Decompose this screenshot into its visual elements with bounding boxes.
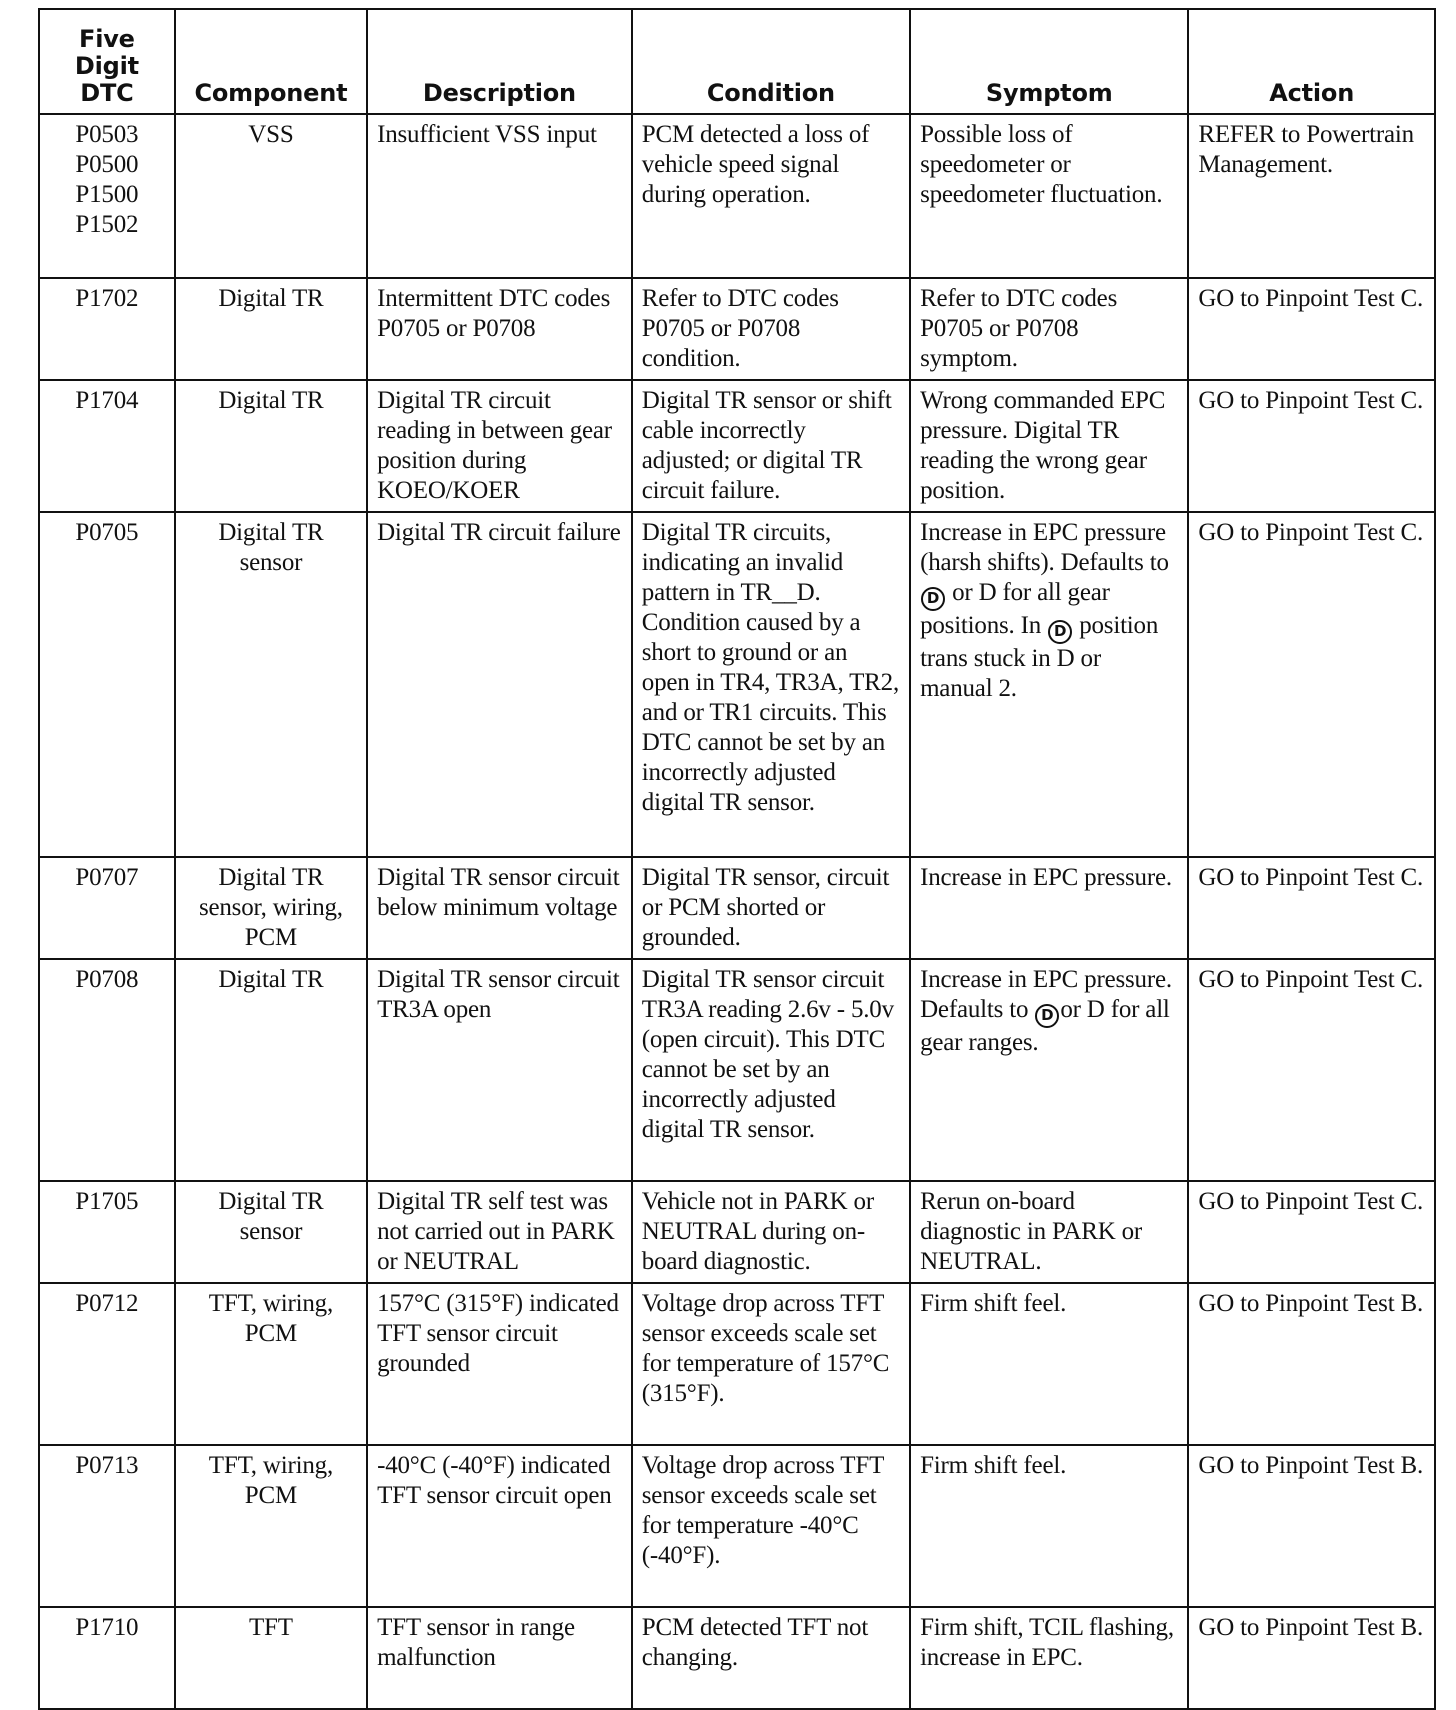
component-cell: TFT xyxy=(175,1607,367,1709)
component-cell: Digital TR xyxy=(175,278,367,380)
table-row xyxy=(39,1181,1435,1283)
symptom-text: Increase in EPC pressure (harsh shifts). Defaults to xyxy=(920,519,1169,576)
action-cell: GO to Pinpoint Test B. xyxy=(1188,1445,1435,1607)
dtc-code: P1710 xyxy=(75,1614,139,1641)
table-row xyxy=(39,278,1435,380)
header-symptom: Symptom xyxy=(910,9,1188,114)
condition-cell: Vehicle not in PARK or NEUTRAL during on-board diagnostic. xyxy=(632,1181,910,1283)
condition-cell: Digital TR circuits, indicating an invalid pattern in TR__D. Condition caused by a short to ground or an open in TR4, TR3A, TR2, and or TR1 circuits. This DTC cannot be set by an incorrectly adjusted digital TR sensor. xyxy=(632,512,910,857)
dtc-code: P0500 xyxy=(75,151,139,178)
dtc-code: P0708 xyxy=(75,966,139,993)
component-cell: Digital TR xyxy=(175,380,367,512)
component-cell: Digital TR sensor, wiring, PCM xyxy=(175,857,367,959)
symptom-cell xyxy=(910,512,1188,857)
overdrive-symbol-icon: D xyxy=(1035,1004,1059,1028)
dtc-code-cell xyxy=(39,1181,175,1283)
table-row xyxy=(39,1607,1435,1709)
component-cell: Digital TR xyxy=(175,959,367,1181)
dtc-code: P1500 xyxy=(75,181,139,208)
symptom-text: or D for all gear ranges. xyxy=(920,996,1170,1056)
table-row xyxy=(39,1445,1435,1607)
condition-cell: PCM detected a loss of vehicle speed signal during operation. xyxy=(632,114,910,278)
dtc-code: P1704 xyxy=(75,387,139,414)
dtc-code-cell xyxy=(39,114,175,278)
description-cell: Digital TR circuit reading in between gear position during KOEO/KOER xyxy=(367,380,632,512)
symptom-text: Increase in EPC pressure. Defaults to xyxy=(920,966,1172,1023)
description-cell: Intermittent DTC codes P0705 or P0708 xyxy=(367,278,632,380)
condition-cell: Voltage drop across TFT sensor exceeds scale set for temperature of 157°C (315°F). xyxy=(632,1283,910,1445)
dtc-code-cell xyxy=(39,380,175,512)
dtc-chart-page xyxy=(38,8,1436,1710)
action-cell: GO to Pinpoint Test C. xyxy=(1188,959,1435,1181)
component-cell: TFT, wiring, PCM xyxy=(175,1283,367,1445)
overdrive-symbol-icon: D xyxy=(921,587,945,611)
condition-cell: Digital TR sensor, circuit or PCM shorted or grounded. xyxy=(632,857,910,959)
symptom-cell: Rerun on-board diagnostic in PARK or NEUTRAL. xyxy=(910,1181,1188,1283)
dtc-code-cell xyxy=(39,1607,175,1709)
symptom-cell: Refer to DTC codes P0705 or P0708 symptom. xyxy=(910,278,1188,380)
symptom-text: position trans stuck in D or manual 2. xyxy=(920,612,1159,702)
header-condition: Condition xyxy=(632,9,910,114)
dtc-code: P0707 xyxy=(75,864,139,891)
dtc-code: P1705 xyxy=(75,1188,139,1215)
condition-cell: PCM detected TFT not changing. xyxy=(632,1607,910,1709)
action-cell: GO to Pinpoint Test C. xyxy=(1188,278,1435,380)
description-cell: 157°C (315°F) indicated TFT sensor circuit grounded xyxy=(367,1283,632,1445)
description-cell: Insufficient VSS input xyxy=(367,114,632,278)
symptom-cell xyxy=(910,959,1188,1181)
header-component: Component xyxy=(175,9,367,114)
dtc-code-cell xyxy=(39,1445,175,1607)
table-row xyxy=(39,512,1435,857)
header-action: Action xyxy=(1188,9,1435,114)
action-cell: GO to Pinpoint Test C. xyxy=(1188,380,1435,512)
dtc-code: P0503 xyxy=(75,121,139,148)
dtc-code: P0712 xyxy=(75,1290,139,1317)
description-cell: TFT sensor in range malfunction xyxy=(367,1607,632,1709)
symptom-cell: Firm shift feel. xyxy=(910,1283,1188,1445)
dtc-code-cell xyxy=(39,857,175,959)
table-row xyxy=(39,959,1435,1181)
condition-cell: Digital TR sensor or shift cable incorrectly adjusted; or digital TR circuit failure. xyxy=(632,380,910,512)
symptom-cell: Firm shift, TCIL flashing, increase in EPC. xyxy=(910,1607,1188,1709)
dtc-code-cell xyxy=(39,1283,175,1445)
symptom-cell: Possible loss of speedometer or speedometer fluctuation. xyxy=(910,114,1188,278)
symptom-cell: Increase in EPC pressure. xyxy=(910,857,1188,959)
description-cell: Digital TR self test was not carried out in PARK or NEUTRAL xyxy=(367,1181,632,1283)
component-cell: TFT, wiring, PCM xyxy=(175,1445,367,1607)
table-row xyxy=(39,380,1435,512)
dtc-code-cell xyxy=(39,959,175,1181)
dtc-code: P1702 xyxy=(75,285,139,312)
description-cell: Digital TR circuit failure xyxy=(367,512,632,857)
symptom-text: or D for all gear positions. In xyxy=(920,579,1110,639)
component-cell: Digital TR sensor xyxy=(175,512,367,857)
symptom-cell: Firm shift feel. xyxy=(910,1445,1188,1607)
condition-cell: Voltage drop across TFT sensor exceeds scale set for temperature -40°C (-40°F). xyxy=(632,1445,910,1607)
component-cell: Digital TR sensor xyxy=(175,1181,367,1283)
condition-cell: Digital TR sensor circuit TR3A reading 2.6v - 5.0v (open circuit). This DTC cannot be set by an incorrectly adjusted digital TR sensor. xyxy=(632,959,910,1181)
header-description: Description xyxy=(367,9,632,114)
action-cell: GO to Pinpoint Test C. xyxy=(1188,1181,1435,1283)
action-cell: GO to Pinpoint Test B. xyxy=(1188,1283,1435,1445)
dtc-code: P0705 xyxy=(75,519,139,546)
action-cell: REFER to Powertrain Management. xyxy=(1188,114,1435,278)
dtc-code-cell xyxy=(39,278,175,380)
table-row xyxy=(39,1283,1435,1445)
action-cell: GO to Pinpoint Test C. xyxy=(1188,512,1435,857)
action-cell: GO to Pinpoint Test B. xyxy=(1188,1607,1435,1709)
action-cell: GO to Pinpoint Test C. xyxy=(1188,857,1435,959)
dtc-code: P1502 xyxy=(75,211,139,238)
table-row xyxy=(39,114,1435,278)
condition-cell: Refer to DTC codes P0705 or P0708 condition. xyxy=(632,278,910,380)
header-row xyxy=(39,9,1435,114)
description-cell: -40°C (-40°F) indicated TFT sensor circuit open xyxy=(367,1445,632,1607)
dtc-code: P0713 xyxy=(75,1452,139,1479)
description-cell: Digital TR sensor circuit TR3A open xyxy=(367,959,632,1181)
overdrive-symbol-icon: D xyxy=(1048,620,1072,644)
header-dtc: Five Digit DTC xyxy=(39,9,175,114)
component-cell: VSS xyxy=(175,114,367,278)
description-cell: Digital TR sensor circuit below minimum voltage xyxy=(367,857,632,959)
table-row xyxy=(39,857,1435,959)
symptom-cell: Wrong commanded EPC pressure. Digital TR reading the wrong gear position. xyxy=(910,380,1188,512)
dtc-table xyxy=(38,8,1436,1710)
dtc-code-cell xyxy=(39,512,175,857)
